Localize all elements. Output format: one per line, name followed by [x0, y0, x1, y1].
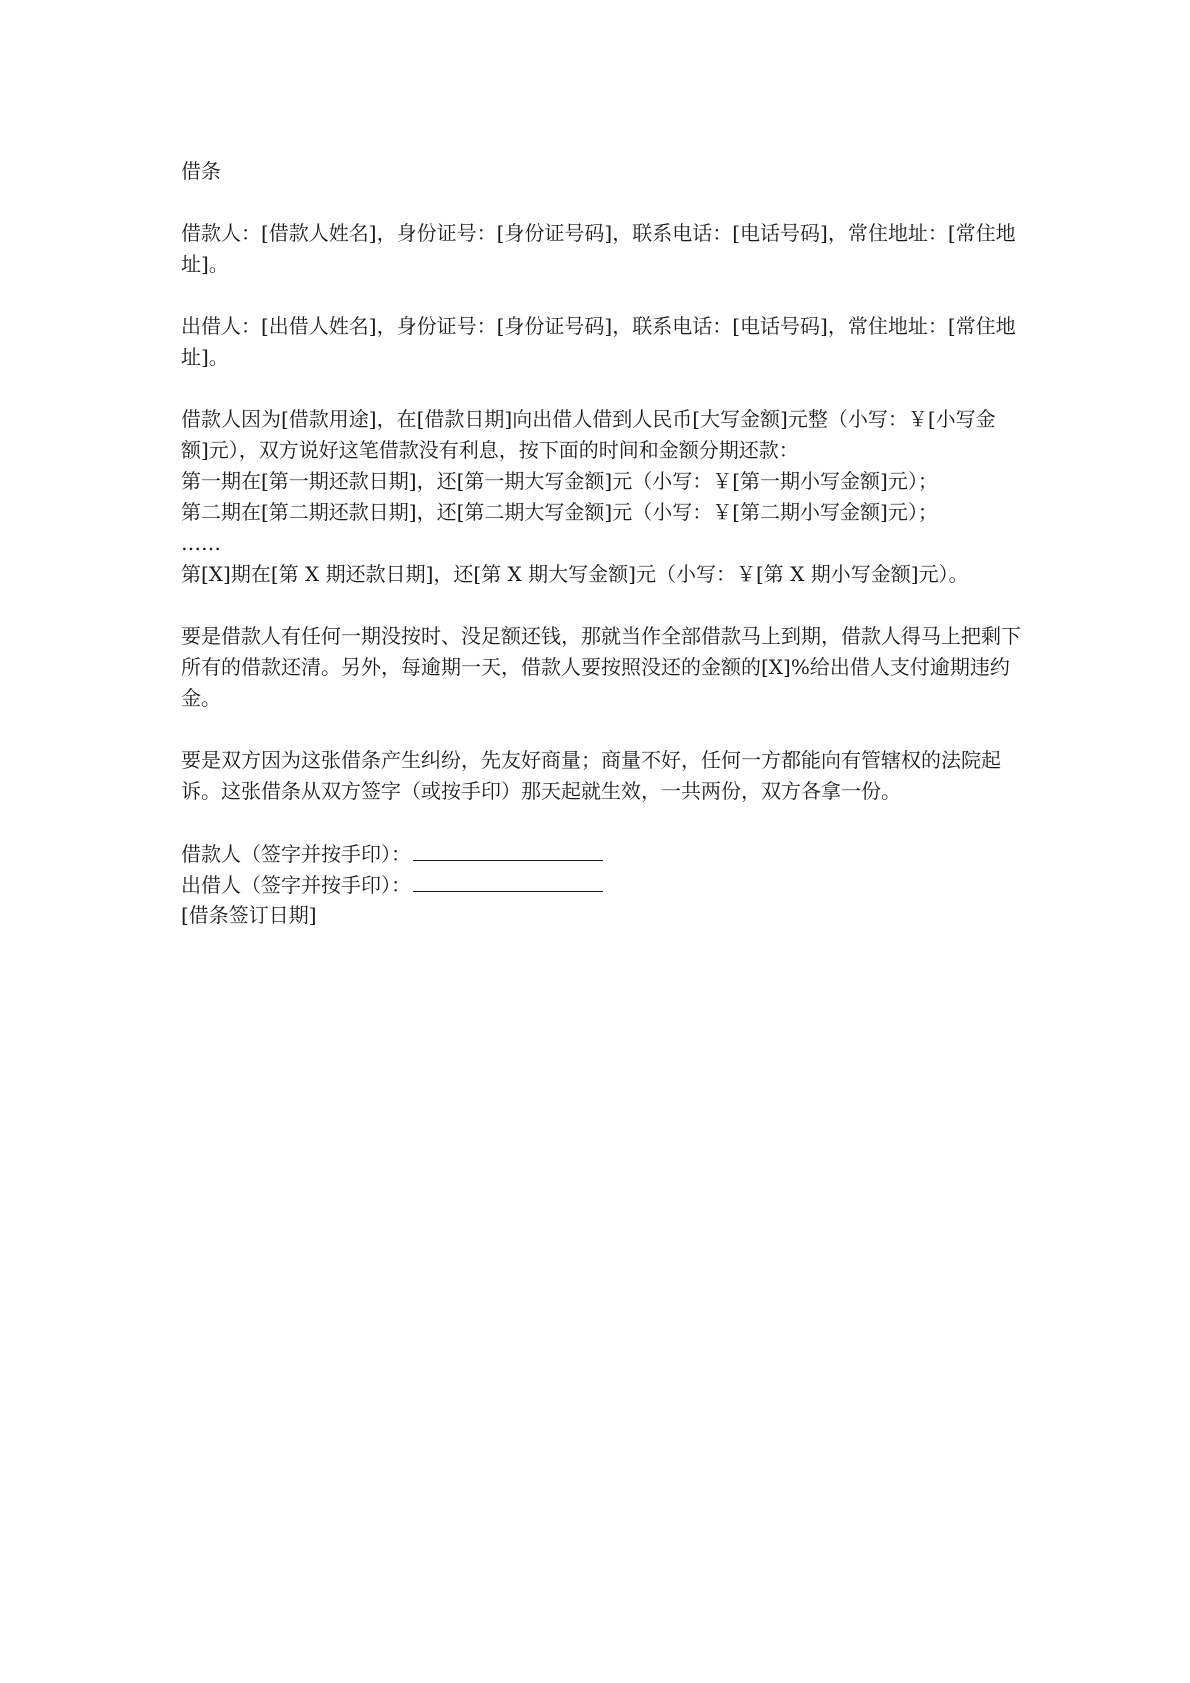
lender-signature-row	[181, 869, 1021, 900]
signing-date: [借条签订日期]	[181, 903, 317, 927]
lender-signature-line[interactable]	[413, 869, 603, 892]
borrower-info-paragraph: 借款人：[借款人姓名]，身份证号：[身份证号码]，联系电话：[电话号码]，常住地址：[常住地址]。	[181, 221, 1016, 276]
borrower-signature-row	[181, 838, 1021, 869]
default-clause-paragraph: 要是借款人有任何一期没按时、没足额还钱，那就当作全部借款马上到期，借款人得马上把剩下所有的借款还清。另外，每逾期一天，借款人要按照没还的金额的[X]%给出借人支付逾期违约金。	[181, 624, 1021, 710]
borrower-signature-line[interactable]	[413, 838, 603, 861]
loan-terms-section	[181, 404, 1021, 590]
installment-2: 第二期在[第二期还款日期]，还[第二期大写金额]元（小写：￥[第二期小写金额]元）；	[181, 500, 938, 524]
dispute-clause-paragraph: 要是双方因为这张借条产生纠纷，先友好商量；商量不好，任何一方都能向有管辖权的法院起诉。这张借条从双方签字（或按手印）那天起就生效，一共两份，双方各拿一份。	[181, 748, 1001, 803]
lender-info-paragraph: 出借人：[出借人姓名]，身份证号：[身份证号码]，联系电话：[电话号码]，常住地址：[常住地址]。	[181, 314, 1016, 369]
lender-signature-label: 出借人（签字并按手印）：	[181, 873, 411, 897]
borrower-signature-label: 借款人（签字并按手印）：	[181, 842, 411, 866]
document-page	[181, 156, 1021, 931]
installment-1: 第一期在[第一期还款日期]，还[第一期大写金额]元（小写：￥[第一期小写金额]元）；	[181, 469, 938, 493]
document-title: 借条	[181, 159, 221, 183]
signature-block	[181, 838, 1021, 931]
installment-x: 第[X]期在[第 X 期还款日期]，还[第 X 期大写金额]元（小写：￥[第 X 期小写金额]元）。	[181, 562, 969, 586]
installment-ellipsis: ……	[181, 531, 221, 555]
loan-terms-paragraph: 借款人因为[借款用途]，在[借款日期]向出借人借到人民币[大写金额]元整（小写：￥[小写金额]元），双方说好这笔借款没有利息，按下面的时间和金额分期还款：	[181, 407, 996, 462]
